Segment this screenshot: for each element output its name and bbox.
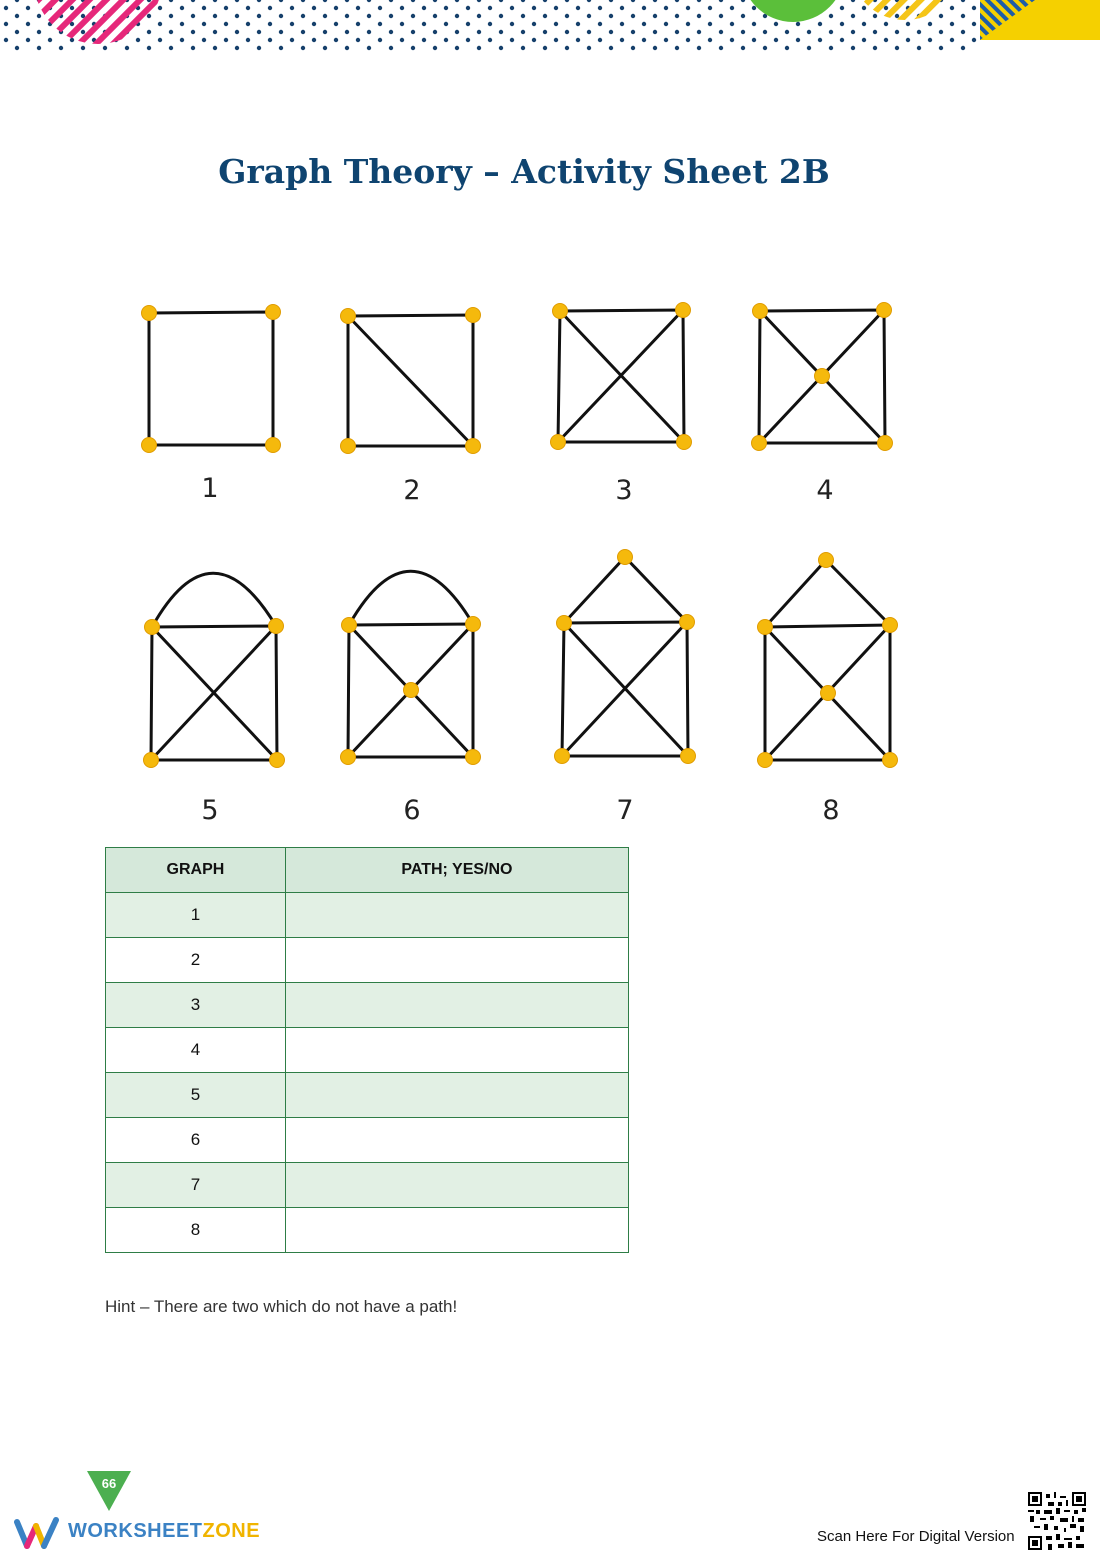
brand-part2: ZONE — [202, 1520, 261, 1542]
graph-cell: 3 — [106, 983, 286, 1028]
column-header-graph: GRAPH — [106, 848, 286, 893]
graph-cell: 6 — [106, 1118, 286, 1163]
page-number-badge — [87, 1471, 131, 1511]
graph-cell: 2 — [106, 938, 286, 983]
graph-label-5: 5 — [201, 795, 219, 826]
graph-label-2: 2 — [403, 475, 421, 506]
column-header-path: PATH; YES/NO — [285, 848, 628, 893]
graph-label-7: 7 — [616, 795, 634, 826]
path-answer-cell[interactable] — [285, 983, 628, 1028]
path-answer-cell[interactable] — [285, 1073, 628, 1118]
table-row — [106, 1073, 629, 1118]
path-answer-cell[interactable] — [285, 1028, 628, 1073]
path-answer-cell[interactable] — [285, 938, 628, 983]
graph-2-edges — [348, 315, 473, 446]
top-decoration-banner — [0, 0, 1100, 60]
path-answer-cell[interactable] — [285, 1208, 628, 1253]
graph-cell: 5 — [106, 1073, 286, 1118]
worksheetzone-logo-icon — [14, 1516, 60, 1550]
scan-text: Scan Here For Digital Version — [817, 1528, 1015, 1545]
brand-part1: WORKSHEET — [68, 1520, 203, 1542]
table-row — [106, 1028, 629, 1073]
graph-label-8: 8 — [822, 795, 840, 826]
graph-cell: 4 — [106, 1028, 286, 1073]
graph-label-6: 6 — [403, 795, 421, 826]
table-row — [106, 938, 629, 983]
qr-code-icon[interactable] — [1028, 1492, 1086, 1550]
path-answer-cell[interactable] — [285, 1163, 628, 1208]
graph-6-edges — [348, 571, 473, 757]
table-row — [106, 893, 629, 938]
graph-label-1: 1 — [201, 473, 219, 504]
path-answer-cell[interactable] — [285, 893, 628, 938]
path-answer-cell[interactable] — [285, 1118, 628, 1163]
graph-5-edges — [151, 573, 277, 760]
table-row — [106, 1208, 629, 1253]
table-row — [106, 1163, 629, 1208]
brand-wordmark — [68, 1520, 260, 1543]
graph-cell: 1 — [106, 893, 286, 938]
graph-8-edges — [765, 560, 890, 760]
graph-label-4: 4 — [816, 475, 834, 506]
answer-table — [105, 847, 629, 1253]
graph-cell: 8 — [106, 1208, 286, 1253]
graph-1-edges — [149, 312, 273, 445]
hint-text: Hint – There are two which do not have a path! — [105, 1297, 458, 1316]
graph-3-edges — [558, 310, 684, 442]
graph-7-edges — [562, 557, 688, 756]
page-number: 66 — [101, 1476, 117, 1491]
graph-cell: 7 — [106, 1163, 286, 1208]
graph-4-edges — [759, 310, 885, 443]
table-row — [106, 1118, 629, 1163]
table-header-row — [106, 848, 629, 893]
graph-label-3: 3 — [615, 475, 633, 506]
page-title: Graph Theory – Activity Sheet 2B — [218, 152, 830, 191]
table-row — [106, 983, 629, 1028]
